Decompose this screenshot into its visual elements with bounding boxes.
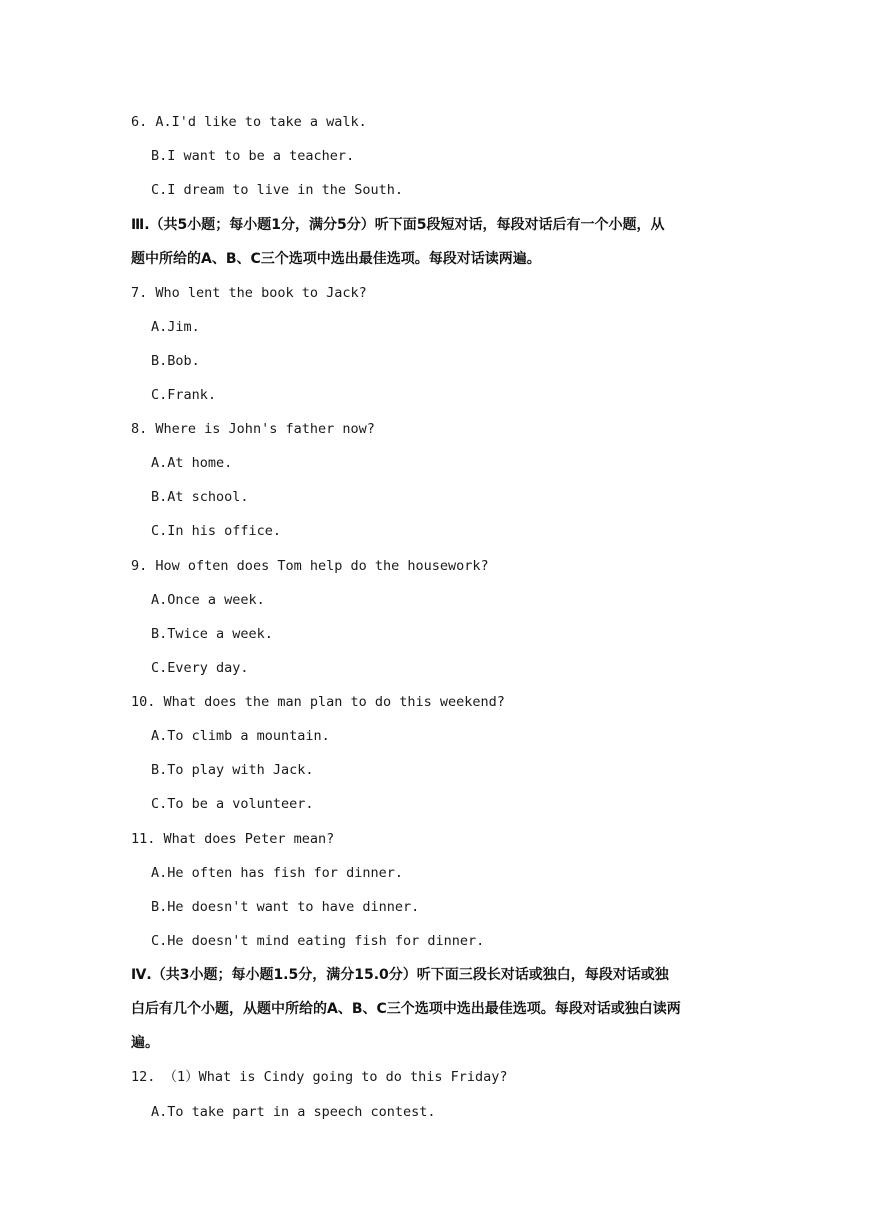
question-11-option-b: B.He doesn't want to have dinner. (151, 899, 420, 915)
question-stem: What does the man plan to do this weekend? (163, 694, 505, 710)
question-11-option-c: C.He doesn't mind eating fish for dinner. (151, 933, 485, 949)
question-stem: Who lent the book to Jack? (155, 285, 367, 301)
question-10-option-a: A.To climb a mountain. (151, 728, 330, 744)
question-7-stem (131, 283, 367, 303)
question-9-option-a: A.Once a week. (151, 592, 265, 608)
question-8-option-a: A.At home. (151, 455, 233, 471)
question-10-stem (131, 692, 505, 712)
question-7-option-b: B.Bob. (151, 353, 200, 369)
question-10-option-c: C.To be a volunteer. (151, 796, 314, 812)
question-7-option-a: A.Jim. (151, 319, 200, 335)
question-7-option-c: C.Frank. (151, 387, 217, 403)
question-6-option-a: A.I'd like to take a walk. (155, 114, 367, 130)
question-11-stem (131, 829, 334, 849)
question-stem: What does Peter mean? (163, 831, 335, 847)
question-6-option-c: C.I dream to live in the South. (151, 182, 403, 198)
question-9-option-c: C.Every day. (151, 660, 249, 676)
section-3-instructions-line-2: 题中所给的A、B、C三个选项中选出最佳选项。每段对话读两遍。 (131, 251, 541, 267)
question-number: 11. (131, 831, 156, 847)
question-6-option-b: B.I want to be a teacher. (151, 148, 355, 164)
question-11-option-a: A.He often has fish for dinner. (151, 865, 403, 881)
question-number: 6. (131, 114, 148, 130)
section-4-instructions-line-2: 白后有几个小题，从题中所给的A、B、C三个选项中选出最佳选项。每段对话或独白读两 (131, 1001, 681, 1017)
question-stem: Where is John's father now? (155, 421, 375, 437)
question-12-subquestion-1: （1）What is Cindy going to do this Friday? (163, 1069, 508, 1085)
section-4-instructions-line-3: 遍。 (131, 1035, 159, 1051)
question-9-stem (131, 556, 489, 576)
question-12-option-a: A.To take part in a speech contest. (151, 1104, 436, 1120)
question-9-option-b: B.Twice a week. (151, 626, 273, 642)
question-stem: How often does Tom help do the housework? (155, 558, 489, 574)
question-number: 12. (131, 1069, 156, 1085)
section-3-instructions-line-1: Ⅲ.（共5小题；每小题1分，满分5分）听下面5段短对话，每段对话后有一个小题，从 (131, 217, 665, 233)
question-6-line (131, 112, 367, 132)
question-12-stem (131, 1067, 508, 1087)
question-number: 9. (131, 558, 148, 574)
question-8-option-b: B.At school. (151, 489, 249, 505)
question-number: 7. (131, 285, 148, 301)
question-number: 8. (131, 421, 148, 437)
section-4-instructions-line-1: Ⅳ.（共3小题；每小题1.5分，满分15.0分）听下面三段长对话或独白，每段对话或独 (131, 967, 669, 983)
question-number: 10. (131, 694, 156, 710)
question-8-stem (131, 419, 375, 439)
question-10-option-b: B.To play with Jack. (151, 762, 314, 778)
question-8-option-c: C.In his office. (151, 523, 282, 539)
